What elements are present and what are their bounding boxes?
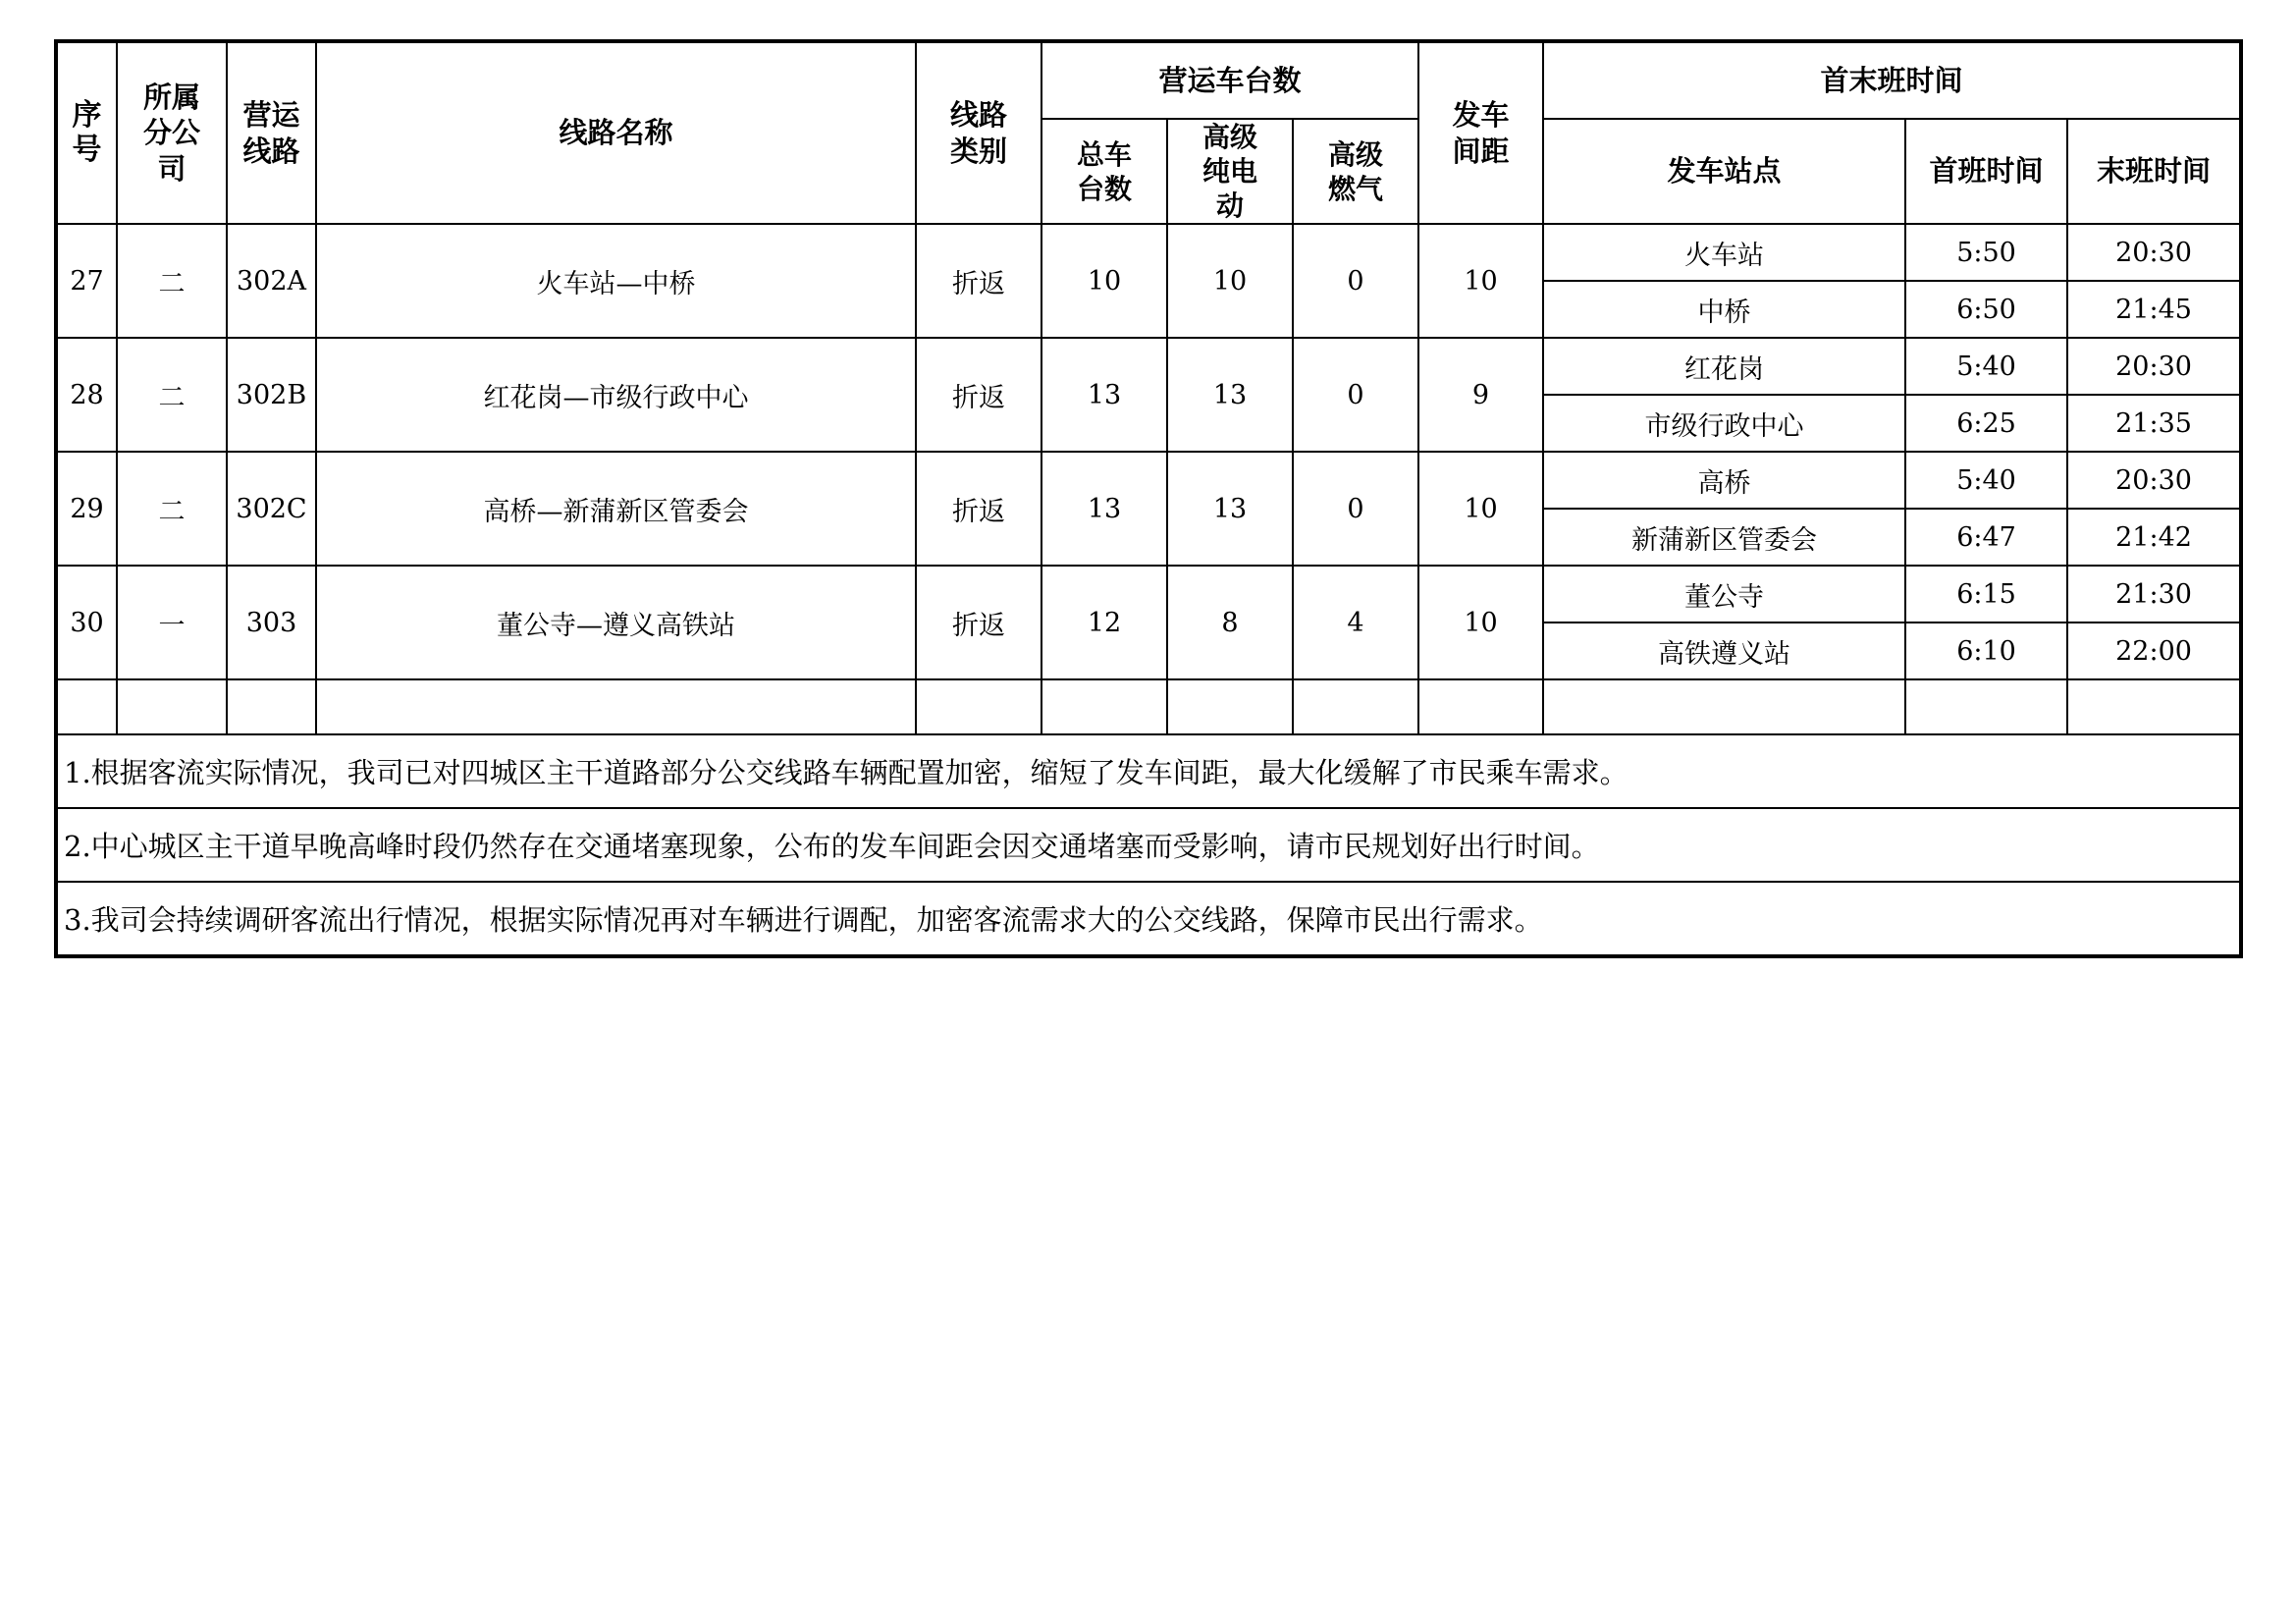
blank-cell — [1905, 679, 2067, 734]
cell-last-bus: 21:45 — [2067, 281, 2241, 338]
blank-row — [56, 679, 2241, 734]
header-company: 所属分公司 — [117, 41, 227, 224]
table-row — [56, 224, 2241, 281]
cell-station: 高铁遵义站 — [1543, 623, 1905, 679]
note-3: 3.我司会持续调研客流出行情况，根据实际情况再对车辆进行调配，加密客流需求大的公交线路，保障市民出行需求。 — [56, 882, 2241, 956]
blank-cell — [1167, 679, 1293, 734]
cell-station: 火车站 — [1543, 224, 1905, 281]
cell-station: 市级行政中心 — [1543, 395, 1905, 452]
cell-first-bus: 5:40 — [1905, 338, 2067, 395]
cell-first-bus: 5:50 — [1905, 224, 2067, 281]
header-first-bus: 首班时间 — [1905, 119, 2067, 224]
cell-station: 新蒲新区管委会 — [1543, 509, 1905, 566]
cell-company: 二 — [117, 452, 227, 566]
cell-seq: 30 — [56, 566, 117, 679]
cell-interval: 10 — [1418, 452, 1543, 566]
blank-cell — [2067, 679, 2241, 734]
blank-cell — [1041, 679, 1167, 734]
cell-line: 302B — [227, 338, 316, 452]
cell-last-bus: 20:30 — [2067, 452, 2241, 509]
cell-route-name: 高桥—新蒲新区管委会 — [316, 452, 916, 566]
blank-cell — [117, 679, 227, 734]
note-row — [56, 734, 2241, 808]
cell-electric: 13 — [1167, 452, 1293, 566]
cell-first-bus: 5:40 — [1905, 452, 2067, 509]
cell-company: 二 — [117, 224, 227, 338]
cell-route-type: 折返 — [916, 224, 1041, 338]
note-row — [56, 808, 2241, 882]
cell-station: 红花岗 — [1543, 338, 1905, 395]
cell-total: 12 — [1041, 566, 1167, 679]
note-row — [56, 882, 2241, 956]
cell-gas: 0 — [1293, 224, 1418, 338]
cell-interval: 9 — [1418, 338, 1543, 452]
cell-electric: 10 — [1167, 224, 1293, 338]
cell-last-bus: 21:42 — [2067, 509, 2241, 566]
cell-last-bus: 20:30 — [2067, 338, 2241, 395]
cell-interval: 10 — [1418, 566, 1543, 679]
cell-station: 董公寺 — [1543, 566, 1905, 623]
cell-company: 二 — [117, 338, 227, 452]
cell-first-bus: 6:50 — [1905, 281, 2067, 338]
cell-line: 303 — [227, 566, 316, 679]
cell-seq: 29 — [56, 452, 117, 566]
cell-line: 302C — [227, 452, 316, 566]
cell-first-bus: 6:10 — [1905, 623, 2067, 679]
header-schedule: 首末班时间 — [1543, 41, 2241, 119]
table-row — [56, 338, 2241, 395]
note-1: 1.根据客流实际情况，我司已对四城区主干道路部分公交线路车辆配置加密，缩短了发车间距，最大化缓解了市民乘车需求。 — [56, 734, 2241, 808]
cell-route-type: 折返 — [916, 452, 1041, 566]
cell-route-type: 折返 — [916, 338, 1041, 452]
header-last-bus: 末班时间 — [2067, 119, 2241, 224]
header-line: 营运线路 — [227, 41, 316, 224]
table-row — [56, 566, 2241, 623]
cell-first-bus: 6:15 — [1905, 566, 2067, 623]
header-total-vehicles: 总车台数 — [1041, 119, 1167, 224]
blank-cell — [1293, 679, 1418, 734]
cell-route-name: 火车站—中桥 — [316, 224, 916, 338]
cell-total: 10 — [1041, 224, 1167, 338]
blank-cell — [227, 679, 316, 734]
cell-last-bus: 20:30 — [2067, 224, 2241, 281]
header-route-type: 线路类别 — [916, 41, 1041, 224]
blank-cell — [56, 679, 117, 734]
cell-company: 一 — [117, 566, 227, 679]
cell-route-name: 红花岗—市级行政中心 — [316, 338, 916, 452]
cell-station: 中桥 — [1543, 281, 1905, 338]
cell-interval: 10 — [1418, 224, 1543, 338]
note-2: 2.中心城区主干道早晚高峰时段仍然存在交通堵塞现象，公布的发车间距会因交通堵塞而受影响，请市民规划好出行时间。 — [56, 808, 2241, 882]
cell-electric: 8 — [1167, 566, 1293, 679]
cell-route-name: 董公寺—遵义高铁站 — [316, 566, 916, 679]
blank-cell — [1543, 679, 1905, 734]
cell-last-bus: 22:00 — [2067, 623, 2241, 679]
header-route-name: 线路名称 — [316, 41, 916, 224]
cell-route-type: 折返 — [916, 566, 1041, 679]
blank-cell — [1418, 679, 1543, 734]
cell-seq: 28 — [56, 338, 117, 452]
cell-electric: 13 — [1167, 338, 1293, 452]
header-interval: 发车间距 — [1418, 41, 1543, 224]
cell-first-bus: 6:25 — [1905, 395, 2067, 452]
blank-cell — [916, 679, 1041, 734]
cell-first-bus: 6:47 — [1905, 509, 2067, 566]
cell-gas: 0 — [1293, 338, 1418, 452]
header-seq: 序号 — [56, 41, 117, 224]
cell-seq: 27 — [56, 224, 117, 338]
cell-last-bus: 21:35 — [2067, 395, 2241, 452]
header-vehicle-count: 营运车台数 — [1041, 41, 1418, 119]
cell-line: 302A — [227, 224, 316, 338]
cell-last-bus: 21:30 — [2067, 566, 2241, 623]
table-row — [56, 452, 2241, 509]
cell-station: 高桥 — [1543, 452, 1905, 509]
bus-schedule-table — [54, 39, 2243, 958]
header-electric: 高级纯电动 — [1167, 119, 1293, 224]
cell-gas: 0 — [1293, 452, 1418, 566]
cell-total: 13 — [1041, 452, 1167, 566]
header-station: 发车站点 — [1543, 119, 1905, 224]
cell-total: 13 — [1041, 338, 1167, 452]
header-gas: 高级燃气 — [1293, 119, 1418, 224]
blank-cell — [316, 679, 916, 734]
cell-gas: 4 — [1293, 566, 1418, 679]
